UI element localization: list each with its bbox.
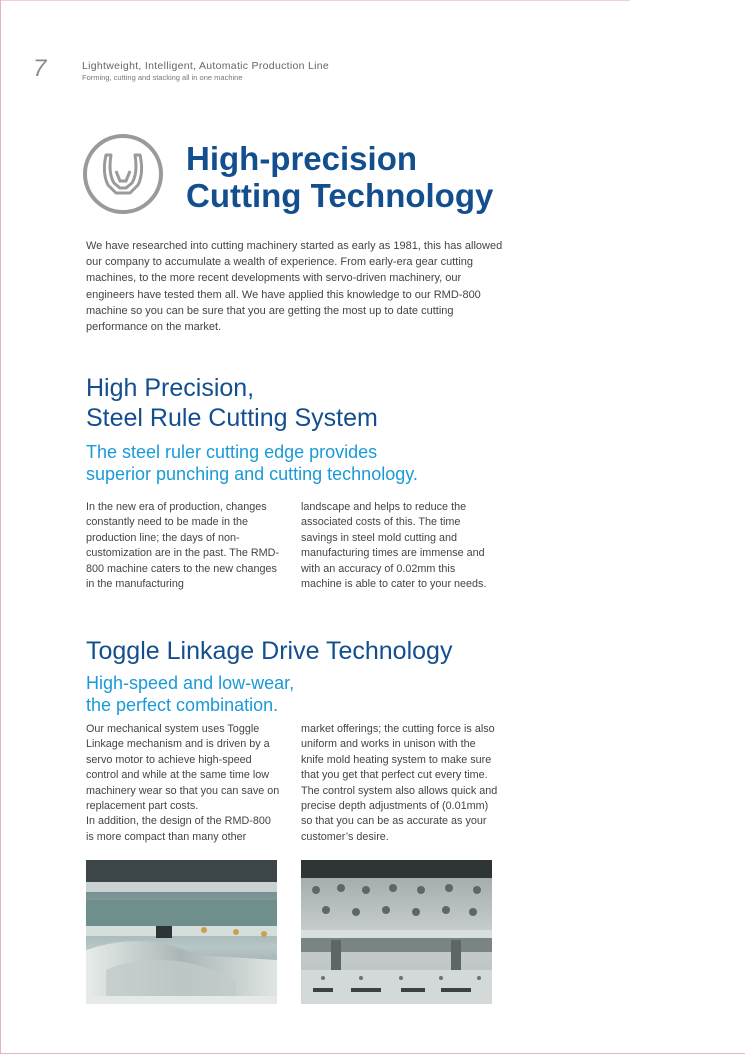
section1-title: High Precision, Steel Rule Cutting System bbox=[86, 374, 378, 432]
machine-interior-photo bbox=[86, 860, 277, 1004]
section2-column-left bbox=[86, 722, 281, 845]
section2-paragraph: In addition, the design of the RMD-800 is more compact than many other bbox=[86, 815, 271, 843]
section2-subtitle: High-speed and low-wear, the perfect combination. bbox=[86, 673, 295, 715]
section2-paragraph: Our mechanical system uses Toggle Linkage mechanism and is driven by a servo motor to achieve high-speed control and while at the same time low machinery wear so that you can save on replacement part costs. bbox=[86, 723, 280, 813]
header-title: Lightweight, Intelligent, Automatic Production Line bbox=[82, 60, 330, 72]
section1-subtitle: The steel ruler cutting edge provides superior punching and cutting technology. bbox=[86, 442, 418, 484]
section2-title: Toggle Linkage Drive Technology bbox=[86, 637, 453, 665]
cutting-plate-photo bbox=[301, 860, 492, 1004]
intro-paragraph: We have researched into cutting machinery started as early as 1981, this has allowed our company to accumulate a wealth of experience. From early-era gear cutting machines, to the more recent developments with servo-driven machinery, our engineers have tested them all. We have applied this knowledge to our RMD-800 machine so you can be sure that you are getting the most up to date cutting performance on the market. bbox=[86, 240, 503, 334]
blade-cutting-icon bbox=[82, 133, 164, 215]
main-title: High-precision Cutting Technology bbox=[186, 140, 494, 214]
page-number: 7 bbox=[33, 55, 47, 82]
page-border-top bbox=[0, 0, 630, 1]
section1-column-left: In the new era of production, changes constantly need to be made in the production line; the days of non-customization are in the past. The RMD-800 machine caters to the new changes in the manufacturing bbox=[86, 501, 280, 591]
section1-column-right: landscape and helps to reduce the associated costs of this. The time savings in steel mold cutting and manufacturing times are immense and with an accuracy of 0.02mm this machine is able to cater to your needs. bbox=[301, 501, 487, 591]
header-subtitle: Forming, cutting and stacking all in one machine bbox=[82, 73, 243, 82]
section2-column-right: market offerings; the cutting force is also uniform and works in unison with the knife mold heating system to make sure that you get that perfect cut every time. The control system also allows quick and precise depth adjustments of (0.01mm) so that you can be as accurate as your customer’s desire. bbox=[301, 723, 498, 843]
page-border-left bbox=[0, 0, 1, 1054]
